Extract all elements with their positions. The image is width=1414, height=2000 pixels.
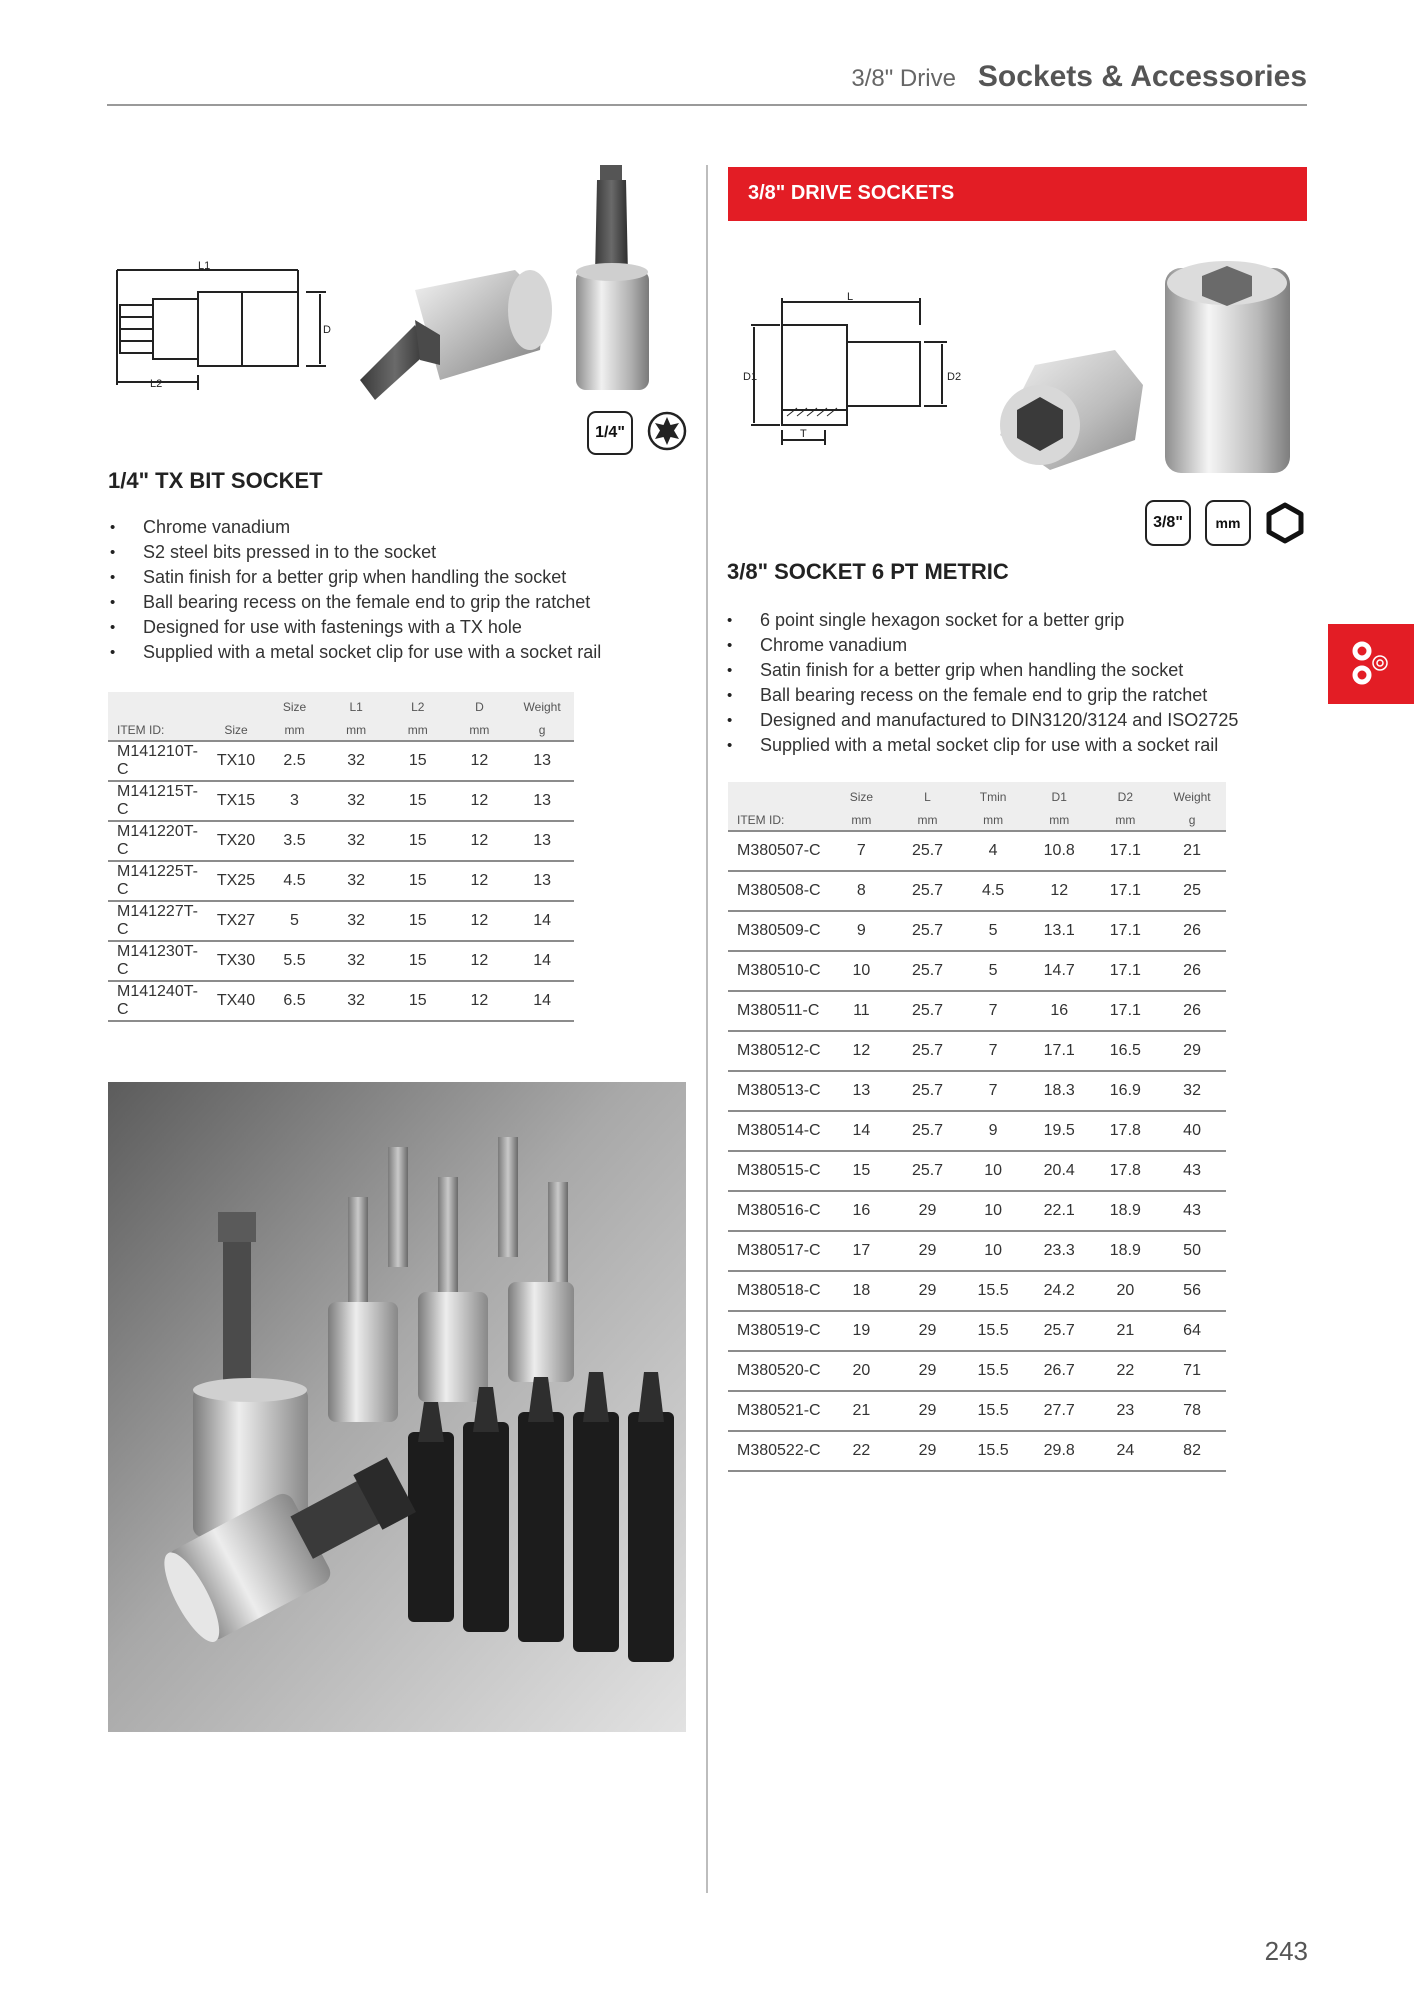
table-cell: 14 <box>828 1111 895 1151</box>
table-header-cell <box>208 692 263 717</box>
table-cell: 19 <box>828 1311 895 1351</box>
table-cell: 4.5 <box>264 861 326 901</box>
item-id-cell: M380518-C <box>728 1271 828 1311</box>
item-id-cell: M141225T-C <box>108 861 208 901</box>
table-cell: 10 <box>960 1191 1026 1231</box>
table-header-cell: mm <box>387 717 449 741</box>
header-title: Sockets & Accessories <box>977 60 1307 93</box>
table-row <box>728 1351 1226 1391</box>
table-row <box>728 831 1226 871</box>
table-cell: 29 <box>1158 1031 1226 1071</box>
table-cell: 13 <box>510 861 574 901</box>
table-cell: 26 <box>1158 951 1226 991</box>
table-cell: 24 <box>1093 1431 1159 1471</box>
table-cell: 11 <box>828 991 895 1031</box>
table-cell: 15 <box>387 821 449 861</box>
table-cell: 15 <box>387 741 449 781</box>
table-cell: 22.1 <box>1026 1191 1093 1231</box>
item-id-cell: M380521-C <box>728 1391 828 1431</box>
table-cell: 18.3 <box>1026 1071 1093 1111</box>
table-cell: 32 <box>325 781 387 821</box>
table-cell: 6.5 <box>264 981 326 1021</box>
feature-item: • Supplied with a metal socket clip for use with a socket rail <box>727 733 1238 758</box>
table-cell: 32 <box>325 741 387 781</box>
table-cell: 23.3 <box>1026 1231 1093 1271</box>
item-id-cell: M141215T-C <box>108 781 208 821</box>
table-cell: 17.1 <box>1093 871 1159 911</box>
table-header-cell: mm <box>264 717 326 741</box>
table-cell: 29 <box>895 1271 961 1311</box>
table-cell: 56 <box>1158 1271 1226 1311</box>
item-id-cell: M380510-C <box>728 951 828 991</box>
unit-label: mm <box>1215 515 1241 531</box>
table-cell: 64 <box>1158 1311 1226 1351</box>
metric-table-body <box>728 831 1226 1471</box>
table-cell: 13 <box>510 821 574 861</box>
table-cell: 25.7 <box>895 871 961 911</box>
table-cell: 16 <box>828 1191 895 1231</box>
drawing-label-l1: L1 <box>198 260 211 272</box>
banner-title: 3/8" DRIVE SOCKETS <box>748 182 955 204</box>
tx-spec-table <box>108 692 574 1022</box>
table-header-cell: mm <box>449 717 511 741</box>
feature-item: • Designed and manufactured to DIN3120/3124 and ISO2725 <box>727 708 1238 733</box>
table-cell: TX10 <box>208 741 263 781</box>
tx-socket-photo-standing <box>570 165 655 395</box>
page-number: 243 <box>1264 1936 1308 1966</box>
table-header-cell: Size <box>208 717 263 741</box>
table-cell: 19.5 <box>1026 1111 1093 1151</box>
table-row <box>728 871 1226 911</box>
table-cell: 15 <box>387 941 449 981</box>
item-id-cell: M380516-C <box>728 1191 828 1231</box>
table-cell: 29 <box>895 1351 961 1391</box>
torx-star-icon <box>647 411 687 451</box>
table-cell: 26 <box>1158 991 1226 1031</box>
table-header-cell: mm <box>895 807 961 831</box>
table-cell: 29 <box>895 1191 961 1231</box>
table-header-cell: Weight <box>1173 790 1211 804</box>
page-header <box>851 60 1307 104</box>
item-id-cell: M141227T-C <box>108 901 208 941</box>
table-cell: 15 <box>387 901 449 941</box>
table-cell: 3.5 <box>264 821 326 861</box>
tx-socket-photo-lying <box>355 265 555 405</box>
table-cell: 16 <box>1026 991 1093 1031</box>
item-id-cell: M141240T-C <box>108 981 208 1021</box>
table-row <box>108 821 574 861</box>
header-divider <box>107 104 1307 106</box>
item-id-cell: M380509-C <box>728 911 828 951</box>
table-row <box>728 1391 1226 1431</box>
table-cell: 25.7 <box>1026 1311 1093 1351</box>
item-id-cell: M141220T-C <box>108 821 208 861</box>
table-header-cell: Weight <box>523 700 561 714</box>
table-cell: TX30 <box>208 941 263 981</box>
table-header-cell: L2 <box>411 700 425 714</box>
drawing-label-t: T <box>800 428 807 440</box>
table-cell: 17.8 <box>1093 1111 1159 1151</box>
table-cell: TX27 <box>208 901 263 941</box>
column-divider <box>706 165 708 1893</box>
table-cell: 25 <box>1158 871 1226 911</box>
table-cell: 10 <box>960 1231 1026 1271</box>
table-cell: 3 <box>264 781 326 821</box>
table-cell: 12 <box>449 781 511 821</box>
table-header-cell: Size <box>282 700 307 714</box>
table-cell: TX40 <box>208 981 263 1021</box>
drawing-label-d1: D1 <box>743 371 758 383</box>
table-cell: 27.7 <box>1026 1391 1093 1431</box>
table-cell: 15.5 <box>960 1391 1026 1431</box>
drawing-label-l2: L2 <box>150 378 163 390</box>
table-header-cell: L <box>924 790 931 804</box>
table-cell: 12 <box>828 1031 895 1071</box>
table-cell: 7 <box>828 831 895 871</box>
table-cell: 29 <box>895 1431 961 1471</box>
table-header-cell: g <box>1158 807 1226 831</box>
table-header-cell: Size <box>849 790 874 804</box>
table-cell: 16.5 <box>1093 1031 1159 1071</box>
table-header-cell <box>728 782 828 807</box>
table-cell: 43 <box>1158 1191 1226 1231</box>
item-id-cell: M380513-C <box>728 1071 828 1111</box>
table-cell: 12 <box>1026 871 1093 911</box>
metric-socket-photo-lying <box>995 345 1145 475</box>
table-row <box>108 941 574 981</box>
header-subtitle: 3/8" Drive <box>851 65 956 92</box>
table-cell: 26.7 <box>1026 1351 1093 1391</box>
table-row <box>728 951 1226 991</box>
table-cell: 10 <box>960 1151 1026 1191</box>
table-header-cell: L1 <box>349 700 363 714</box>
table-header-cell: D <box>475 700 484 714</box>
feature-item: • Supplied with a metal socket clip for use with a socket rail <box>110 640 601 665</box>
table-cell: 32 <box>1158 1071 1226 1111</box>
table-cell: 40 <box>1158 1111 1226 1151</box>
drive-size-badge <box>587 411 633 455</box>
drive-sockets-banner <box>728 167 1307 221</box>
table-cell: 5 <box>960 911 1026 951</box>
metric-features-list <box>727 608 1238 758</box>
table-cell: 17 <box>828 1231 895 1271</box>
metric-spec-table <box>728 782 1226 1472</box>
drawing-label-d2: D2 <box>947 371 962 383</box>
tx-table-body <box>108 741 574 1021</box>
table-cell: TX20 <box>208 821 263 861</box>
table-cell: 5.5 <box>264 941 326 981</box>
table-cell: 14.7 <box>1026 951 1093 991</box>
metric-socket-photo-standing <box>1160 258 1295 480</box>
table-cell: 15.5 <box>960 1271 1026 1311</box>
table-cell: 15.5 <box>960 1431 1026 1471</box>
table-cell: 29 <box>895 1311 961 1351</box>
metric-socket-heading: 3/8" SOCKET 6 PT METRIC <box>727 559 1009 584</box>
table-row <box>108 861 574 901</box>
table-row <box>728 1151 1226 1191</box>
table-cell: 20.4 <box>1026 1151 1093 1191</box>
table-cell: 25.7 <box>895 1111 961 1151</box>
table-cell: 8 <box>828 871 895 911</box>
item-id-cell: M380520-C <box>728 1351 828 1391</box>
table-header-cell: D2 <box>1117 790 1134 804</box>
table-header-cell: mm <box>1026 807 1093 831</box>
table-cell: 25.7 <box>895 1031 961 1071</box>
table-cell: 15.5 <box>960 1311 1026 1351</box>
table-cell: TX15 <box>208 781 263 821</box>
table-cell: 15.5 <box>960 1351 1026 1391</box>
table-cell: 43 <box>1158 1151 1226 1191</box>
table-cell: 12 <box>449 861 511 901</box>
table-cell: 5 <box>960 951 1026 991</box>
table-row <box>728 1031 1226 1071</box>
table-cell: 18 <box>828 1271 895 1311</box>
table-cell: 26 <box>1158 911 1226 951</box>
table-cell: 20 <box>1093 1271 1159 1311</box>
table-cell: TX25 <box>208 861 263 901</box>
table-cell: 9 <box>828 911 895 951</box>
feature-item: • Chrome vanadium <box>110 515 601 540</box>
table-header-cell: mm <box>1093 807 1159 831</box>
table-cell: 32 <box>325 981 387 1021</box>
table-row <box>108 781 574 821</box>
table-cell: 29.8 <box>1026 1431 1093 1471</box>
table-header-cell: Tmin <box>979 790 1007 804</box>
feature-item: • Chrome vanadium <box>727 633 1238 658</box>
table-cell: 24.2 <box>1026 1271 1093 1311</box>
table-cell: 25.7 <box>895 1071 961 1111</box>
table-row <box>728 1231 1226 1271</box>
table-cell: 14 <box>510 941 574 981</box>
table-cell: 9 <box>960 1111 1026 1151</box>
table-cell: 7 <box>960 991 1026 1031</box>
table-cell: 20 <box>828 1351 895 1391</box>
table-cell: 10 <box>828 951 895 991</box>
table-cell: 13.1 <box>1026 911 1093 951</box>
table-row <box>728 991 1226 1031</box>
tx-socket-drawing <box>110 255 340 395</box>
table-header-cell: mm <box>828 807 895 831</box>
table-row <box>728 1111 1226 1151</box>
table-cell: 25.7 <box>895 831 961 871</box>
table-row <box>728 1271 1226 1311</box>
feature-item: • Ball bearing recess on the female end to grip the ratchet <box>727 683 1238 708</box>
feature-item: • S2 steel bits pressed in to the socket <box>110 540 601 565</box>
table-cell: 17.1 <box>1093 951 1159 991</box>
table-cell: 22 <box>828 1431 895 1471</box>
table-header-cell: g <box>510 717 574 741</box>
table-cell: 25.7 <box>895 951 961 991</box>
table-cell: 29 <box>895 1231 961 1271</box>
drawing-label-l: L <box>847 291 854 303</box>
metric-unit-badge <box>1205 500 1251 546</box>
table-cell: 17.1 <box>1093 831 1159 871</box>
item-id-cell: M380507-C <box>728 831 828 871</box>
table-cell: 17.1 <box>1093 911 1159 951</box>
feature-item: • Ball bearing recess on the female end to grip the ratchet <box>110 590 601 615</box>
section-side-tab[interactable] <box>1328 624 1414 704</box>
table-row <box>728 1431 1226 1471</box>
table-cell: 17.1 <box>1093 991 1159 1031</box>
table-header-cell: mm <box>960 807 1026 831</box>
table-cell: 50 <box>1158 1231 1226 1271</box>
table-cell: 71 <box>1158 1351 1226 1391</box>
item-id-cell: M380517-C <box>728 1231 828 1271</box>
table-cell: 14 <box>510 981 574 1021</box>
item-id-cell: M141230T-C <box>108 941 208 981</box>
table-cell: 15 <box>387 781 449 821</box>
table-row <box>728 1071 1226 1111</box>
table-cell: 12 <box>449 821 511 861</box>
tx-bit-socket-heading: 1/4" TX BIT SOCKET <box>108 468 323 493</box>
table-cell: 5 <box>264 901 326 941</box>
table-cell: 21 <box>828 1391 895 1431</box>
item-id-cell: M380512-C <box>728 1031 828 1071</box>
item-id-cell: M380522-C <box>728 1431 828 1471</box>
table-cell: 25.7 <box>895 911 961 951</box>
table-cell: 17.8 <box>1093 1151 1159 1191</box>
table-cell: 13 <box>828 1071 895 1111</box>
table-cell: 13 <box>510 781 574 821</box>
table-cell: 14 <box>510 901 574 941</box>
table-cell: 25.7 <box>895 991 961 1031</box>
table-row <box>108 981 574 1021</box>
table-cell: 17.1 <box>1026 1031 1093 1071</box>
drawing-label-d: D <box>323 324 331 336</box>
table-cell: 12 <box>449 941 511 981</box>
drive-size-label: 1/4" <box>595 424 625 441</box>
table-cell: 15 <box>828 1151 895 1191</box>
table-row <box>728 1191 1226 1231</box>
table-cell: 12 <box>449 981 511 1021</box>
table-cell: 10.8 <box>1026 831 1093 871</box>
feature-item: • Satin finish for a better grip when handling the socket <box>727 658 1238 683</box>
item-id-cell: M380515-C <box>728 1151 828 1191</box>
table-cell: 32 <box>325 821 387 861</box>
table-header-cell: mm <box>325 717 387 741</box>
table-cell: 32 <box>325 861 387 901</box>
table-cell: 32 <box>325 941 387 981</box>
table-cell: 12 <box>449 741 511 781</box>
table-row <box>108 741 574 781</box>
tx-bits-product-photo <box>108 1082 686 1732</box>
item-id-cell: M141210T-C <box>108 741 208 781</box>
table-row <box>728 1311 1226 1351</box>
table-cell: 4 <box>960 831 1026 871</box>
table-cell: 13 <box>510 741 574 781</box>
drive-size-badge <box>1145 500 1191 546</box>
item-id-cell: M380511-C <box>728 991 828 1031</box>
table-cell: 7 <box>960 1071 1026 1111</box>
table-cell: 82 <box>1158 1431 1226 1471</box>
item-id-cell: M380508-C <box>728 871 828 911</box>
item-id-cell: M380514-C <box>728 1111 828 1151</box>
drive-size-label: 3/8" <box>1153 514 1183 531</box>
table-cell: 18.9 <box>1093 1231 1159 1271</box>
feature-item: • Satin finish for a better grip when handling the socket <box>110 565 601 590</box>
table-cell: 23 <box>1093 1391 1159 1431</box>
table-cell: 18.9 <box>1093 1191 1159 1231</box>
table-cell: 2.5 <box>264 741 326 781</box>
table-header-cell: ITEM ID: <box>108 717 208 741</box>
item-id-cell: M380519-C <box>728 1311 828 1351</box>
table-cell: 15 <box>387 981 449 1021</box>
table-cell: 4.5 <box>960 871 1026 911</box>
feature-item: • Designed for use with fastenings with a TX hole <box>110 615 601 640</box>
table-cell: 78 <box>1158 1391 1226 1431</box>
socket-section-icon <box>1328 624 1414 704</box>
table-cell: 21 <box>1158 831 1226 871</box>
table-cell: 16.9 <box>1093 1071 1159 1111</box>
table-cell: 25.7 <box>895 1151 961 1191</box>
table-row <box>108 901 574 941</box>
table-header-cell <box>108 692 208 717</box>
metric-socket-drawing <box>742 290 962 450</box>
table-cell: 15 <box>387 861 449 901</box>
table-cell: 32 <box>325 901 387 941</box>
table-header-cell: ITEM ID: <box>728 807 828 831</box>
tx-features-list <box>110 515 601 665</box>
hexagon-icon <box>1265 502 1305 544</box>
table-header-cell: D1 <box>1051 790 1067 804</box>
table-cell: 7 <box>960 1031 1026 1071</box>
table-row <box>728 911 1226 951</box>
feature-item: • 6 point single hexagon socket for a better grip <box>727 608 1238 633</box>
table-cell: 22 <box>1093 1351 1159 1391</box>
table-cell: 12 <box>449 901 511 941</box>
table-cell: 29 <box>895 1391 961 1431</box>
table-cell: 21 <box>1093 1311 1159 1351</box>
